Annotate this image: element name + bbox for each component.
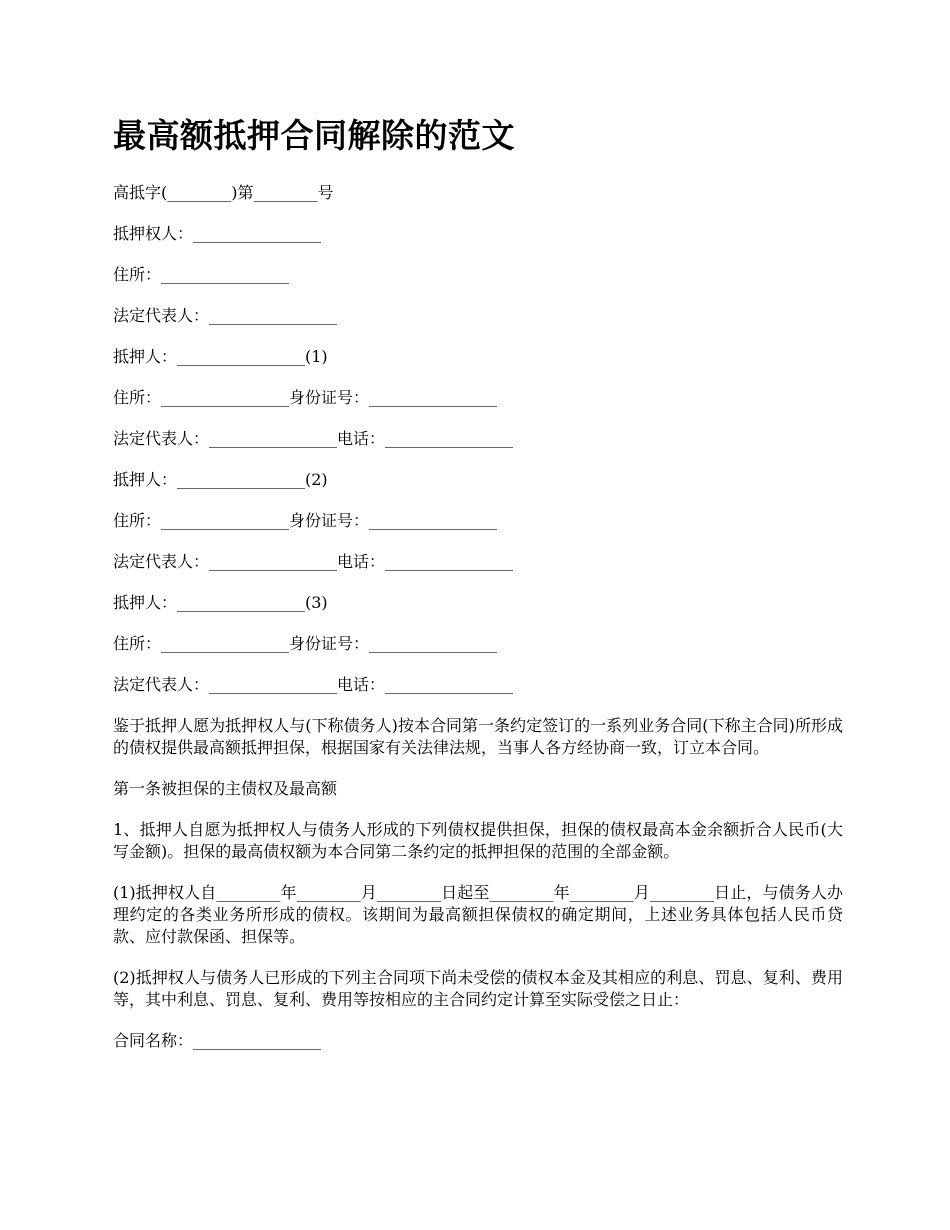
mortgagor-3-address-line: 住所：________________身份证号：________________ — [113, 634, 498, 653]
mortgagee-address-line: 住所：________________ — [113, 265, 290, 284]
clause-1-item-1-paragraph: (1)抵押权人自________年________月________日起至________年________月________日止，与债务人办理约定的各类业务所形成的债权。该期间为最高额担保债权的确定期间，上述业务具体包括人民币贷款、应付款保函、担保等。 — [113, 883, 843, 946]
mortgagee-line: 抵押权人：________________ — [113, 224, 322, 243]
mortgagor-3-line: 抵押人：________________(3) — [113, 593, 328, 612]
mortgagor-1-representative-line: 法定代表人：________________电话：________________ — [113, 429, 514, 448]
mortgagor-2-line: 抵押人：________________(2) — [113, 470, 328, 489]
preamble-paragraph: 鉴于抵押人愿为抵押权人与(下称债务人)按本合同第一条约定签订的一系列业务合同(下称主合同)所形成的债权提供最高额抵押担保，根据国家有关法律法规，当事人各方经协商一致，订立本合同。 — [113, 716, 843, 757]
document-title: 最高额抵押合同解除的范文 — [113, 116, 515, 155]
mortgagor-2-representative-line: 法定代表人：________________电话：________________ — [113, 552, 514, 571]
mortgagor-2-address-line: 住所：________________身份证号：________________ — [113, 511, 498, 530]
clause-1-paragraph: 1、抵押人自愿为抵押权人与债务人形成的下列债权提供担保，担保的债权最高本金余额折合人民币(大写金额)。担保的最高债权额为本合同第二条约定的抵押担保的范围的全部金额。 — [113, 820, 843, 861]
mortgagee-representative-line: 法定代表人：________________ — [113, 306, 338, 325]
contract-number-line: 高抵字(________)第________号 — [113, 183, 334, 202]
contract-name-line: 合同名称：________________ — [113, 1031, 322, 1050]
mortgagor-1-line: 抵押人：________________(1) — [113, 347, 328, 366]
document-page — [113, 112, 843, 1071]
clause-1-item-2-paragraph: (2)抵押权人与债务人已形成的下列主合同项下尚未受偿的债权本金及其相应的利息、罚息、复利、费用等，其中利息、罚息、复利、费用等按相应的主合同约定计算至实际受偿之日止： — [113, 968, 843, 1009]
mortgagor-1-address-line: 住所：________________身份证号：________________ — [113, 388, 498, 407]
article-1-heading: 第一条被担保的主债权及最高额 — [113, 779, 338, 798]
mortgagor-3-representative-line: 法定代表人：________________电话：________________ — [113, 675, 514, 694]
